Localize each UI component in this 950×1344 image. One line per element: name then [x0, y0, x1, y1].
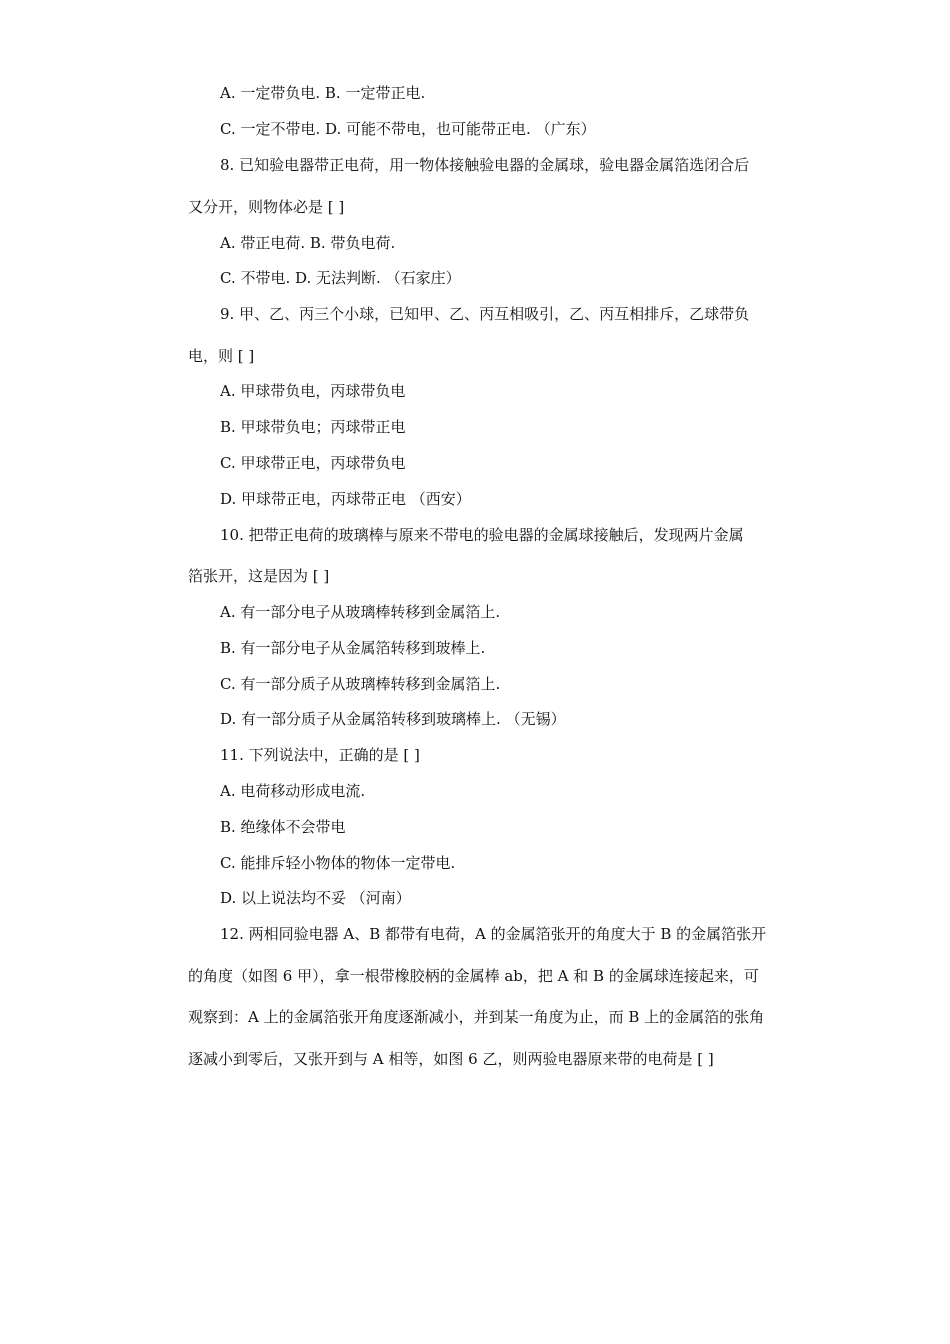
q10-option-b: B. 有一部分电子从金属箔转移到玻棒上.	[220, 639, 486, 657]
q10-stem-continued: 箔张开，这是因为 [ ]	[188, 567, 330, 585]
q11-option-d: D. 以上说法均不妥 （河南）	[220, 889, 411, 907]
q9-stem-continued: 电，则 [ ]	[188, 347, 255, 365]
q9-option-a: A. 甲球带负电，丙球带负电	[220, 382, 406, 400]
q10-option-a: A. 有一部分电子从玻璃棒转移到金属箔上.	[220, 603, 501, 621]
q7-option-cd: C. 一定不带电. D. 可能不带电，也可能带正电. （广东）	[220, 120, 596, 138]
q12-stem-line-2: 的角度（如图 6 甲），拿一根带橡胶柄的金属棒 ab，把 A 和 B 的金属球连接起来，可	[188, 967, 759, 985]
q11-option-a: A. 电荷移动形成电流.	[220, 782, 366, 800]
q7-option-ab: A. 一定带负电. B. 一定带正电.	[220, 84, 426, 102]
q9-option-d: D. 甲球带正电，丙球带正电 （西安）	[220, 490, 471, 508]
q10-option-c: C. 有一部分质子从玻璃棒转移到金属箔上.	[220, 675, 501, 693]
q8-option-ab: A. 带正电荷. B. 带负电荷.	[220, 234, 396, 252]
q11-stem: 11. 下列说法中，正确的是 [ ]	[220, 746, 420, 764]
q11-option-b: B. 绝缘体不会带电	[220, 818, 346, 836]
q8-stem: 8. 已知验电器带正电荷，用一物体接触验电器的金属球，验电器金属箔选闭合后	[220, 156, 750, 174]
q11-option-c: C. 能排斥轻小物体的物体一定带电.	[220, 854, 456, 872]
q8-option-cd: C. 不带电. D. 无法判断. （石家庄）	[220, 269, 461, 287]
q12-stem: 12. 两相同验电器 A、B 都带有电荷，A 的金属箔张开的角度大于 B 的金属箔张开	[220, 925, 767, 943]
q9-option-b: B. 甲球带负电；丙球带正电	[220, 418, 406, 436]
q9-stem: 9. 甲、乙、丙三个小球，已知甲、乙、丙互相吸引，乙、丙互相排斥，乙球带负	[220, 305, 750, 323]
q12-stem-line-3: 观察到：A 上的金属箔张开角度逐渐减小，并到某一角度为止，而 B 上的金属箔的张角	[188, 1008, 765, 1026]
q8-stem-continued: 又分开，则物体必是 [ ]	[188, 198, 345, 216]
q12-stem-line-4: 逐减小到零后，又张开到与 A 相等，如图 6 乙，则两验电器原来带的电荷是 [ ]	[188, 1050, 714, 1068]
q9-option-c: C. 甲球带正电，丙球带负电	[220, 454, 406, 472]
q10-option-d: D. 有一部分质子从金属箔转移到玻璃棒上. （无锡）	[220, 710, 566, 728]
q10-stem: 10. 把带正电荷的玻璃棒与原来不带电的验电器的金属球接触后，发现两片金属	[220, 526, 744, 544]
